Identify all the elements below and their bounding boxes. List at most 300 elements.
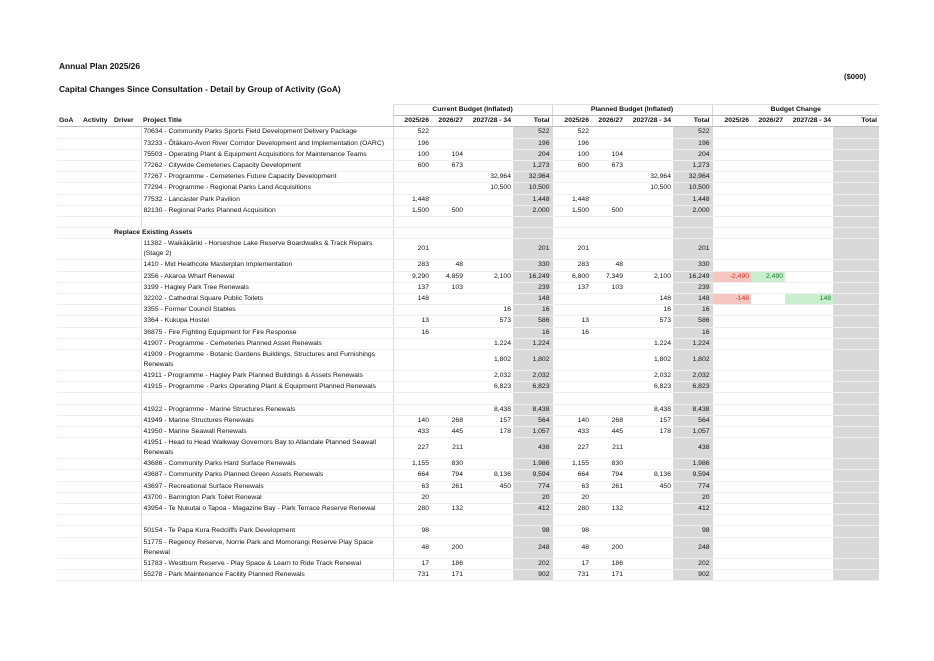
- planned-2027-34-cell: [625, 558, 673, 569]
- planned-2027-34-cell: [625, 504, 673, 515]
- planned-2025-26-cell: [552, 217, 591, 228]
- current-total-cell: 98: [513, 526, 552, 537]
- current-2026-27-cell: [431, 393, 465, 404]
- planned-total-cell: 148: [673, 294, 712, 305]
- current-2026-27-cell: 132: [431, 504, 465, 515]
- table-row: [57, 415, 879, 426]
- change-2025-26-cell: [712, 558, 751, 569]
- planned-2027-34-cell: [625, 260, 673, 271]
- planned-2027-34-cell: 8,438: [625, 404, 673, 415]
- current-2026-27-cell: [431, 515, 465, 526]
- change-2026-27-cell: [751, 260, 785, 271]
- current-total-cell: 16: [513, 327, 552, 338]
- planned-total-cell: [673, 393, 712, 404]
- change-2026-27-cell: [751, 382, 785, 393]
- table-row: [57, 470, 879, 481]
- planned-2025-26-cell: 283: [552, 260, 591, 271]
- table-body: [57, 127, 879, 581]
- current-2025-26-cell: [393, 172, 431, 183]
- project-title: 50154 - Te Papa Kura Redcliffs Park Development: [141, 526, 393, 537]
- planned-2026-27-cell: 211: [591, 438, 625, 459]
- planned-2025-26-cell: 6,800: [552, 271, 591, 282]
- change-2026-27-cell: [751, 371, 785, 382]
- planned-2027-34-cell: 2,032: [625, 371, 673, 382]
- current-total-cell: 412: [513, 504, 552, 515]
- current-2027-34-cell: [465, 569, 513, 580]
- current-2025-26-cell: [393, 393, 431, 404]
- change-2026-27-cell: [751, 228, 785, 239]
- project-title: 43700 - Barrington Park Toilet Renewal: [141, 492, 393, 503]
- planned-2026-27-cell: 794: [591, 470, 625, 481]
- current-2025-26-cell: [393, 228, 431, 239]
- planned-2025-26-cell: 731: [552, 569, 591, 580]
- planned-2025-26-cell: 433: [552, 427, 591, 438]
- change-total-cell: [833, 438, 879, 459]
- change-2026-27-cell: [751, 404, 785, 415]
- planned-total-cell: 1,986: [673, 459, 712, 470]
- planned-2027-34-cell: [625, 393, 673, 404]
- change-total-cell: [833, 149, 879, 160]
- current-2027-34-cell: [465, 138, 513, 149]
- project-title: 75503 - Operating Plant & Equipment Acquisitions for Maintenance Teams: [141, 149, 393, 160]
- change-2026-27-cell: [751, 294, 785, 305]
- planned-2025-26-cell: [552, 172, 591, 183]
- change-2026-27-cell: [751, 427, 785, 438]
- planned-total-cell: 16: [673, 327, 712, 338]
- planned-total-cell: 16: [673, 305, 712, 316]
- current-2027-34-cell: [465, 282, 513, 293]
- change-2027-34-cell: [785, 438, 833, 459]
- table-row: [57, 327, 879, 338]
- planned-2026-27-cell: [591, 294, 625, 305]
- change-2027-34-cell: [785, 260, 833, 271]
- planned-2027-34-cell: [625, 161, 673, 172]
- current-2025-26-cell: 196: [393, 138, 431, 149]
- current-total-cell: 202: [513, 558, 552, 569]
- planned-2025-26-cell: 16: [552, 327, 591, 338]
- change-total-cell: [833, 350, 879, 371]
- change-2025-26-cell: [712, 382, 751, 393]
- current-total-cell: 148: [513, 294, 552, 305]
- planned-2026-27-cell: [591, 217, 625, 228]
- change-2026-27-cell: [751, 172, 785, 183]
- current-2025-26-cell: 280: [393, 504, 431, 515]
- change-2026-27-cell: [751, 305, 785, 316]
- project-title: 2356 - Akaroa Wharf Renewal: [141, 271, 393, 282]
- current-total-cell: 8,438: [513, 404, 552, 415]
- table-row: [57, 305, 879, 316]
- current-total-cell: 2,000: [513, 205, 552, 216]
- current-2027-34-cell: 1,802: [465, 350, 513, 371]
- planned-total-cell: 248: [673, 537, 712, 558]
- planned-2027-34-cell: [625, 228, 673, 239]
- change-2025-26-cell: [712, 217, 751, 228]
- planned-total-cell: 1,057: [673, 427, 712, 438]
- change-total-cell: [833, 427, 879, 438]
- change-2025-26-cell: [712, 415, 751, 426]
- planned-2025-26-cell: 201: [552, 239, 591, 260]
- current-2025-26-cell: 664: [393, 470, 431, 481]
- planned-2027-34-cell: [625, 537, 673, 558]
- planned-2026-27-cell: [591, 515, 625, 526]
- change-2026-27-cell: [751, 183, 785, 194]
- change-2026-27-cell: [751, 282, 785, 293]
- planned-2025-26-cell: [552, 228, 591, 239]
- change-2026-27-cell: 2,490: [751, 271, 785, 282]
- planned-total-cell: 564: [673, 415, 712, 426]
- table-row: [57, 504, 879, 515]
- change-2026-27-cell: [751, 327, 785, 338]
- planned-2026-27-cell: [591, 305, 625, 316]
- project-title: 36875 - Fire Fighting Equipment for Fire Response: [141, 327, 393, 338]
- group-header-row: [57, 105, 879, 116]
- change-2027-34-cell: [785, 239, 833, 260]
- planned-2027-34-cell: [625, 569, 673, 580]
- planned-2026-27-cell: [591, 327, 625, 338]
- planned-total-cell: 201: [673, 239, 712, 260]
- planned-total-cell: 32,964: [673, 172, 712, 183]
- change-2026-27-cell: [751, 470, 785, 481]
- page-subtitle: Capital Changes Since Consultation - Detail by Group of Activity (GoA): [59, 84, 341, 94]
- planned-2025-26-cell: 664: [552, 470, 591, 481]
- change-2026-27-cell: [751, 504, 785, 515]
- section-header-row: [57, 228, 879, 239]
- change-2025-26-cell: [712, 569, 751, 580]
- planned-total-cell: 10,500: [673, 183, 712, 194]
- current-2027-34-cell: [465, 526, 513, 537]
- planned-2025-26-cell: 98: [552, 526, 591, 537]
- change-2027-34-cell: [785, 470, 833, 481]
- change-total-cell: [833, 217, 879, 228]
- column-header-row: [57, 116, 879, 127]
- current-total-cell: 239: [513, 282, 552, 293]
- current-2026-27-cell: [431, 305, 465, 316]
- current-total-cell: [513, 217, 552, 228]
- change-2027-34-cell: [785, 149, 833, 160]
- current-2025-26-cell: 731: [393, 569, 431, 580]
- project-title: 3355 - Former Council Stables: [141, 305, 393, 316]
- change-2025-26-cell: [712, 459, 751, 470]
- current-2026-27-cell: 104: [431, 149, 465, 160]
- current-2026-27-cell: 200: [431, 537, 465, 558]
- planned-2025-26-cell: [552, 305, 591, 316]
- planned-2025-26-cell: 196: [552, 138, 591, 149]
- current-total-cell: 438: [513, 438, 552, 459]
- planned-total-cell: 204: [673, 149, 712, 160]
- col-change-2025-26: 2025/26: [712, 116, 751, 127]
- change-total-cell: [833, 172, 879, 183]
- change-2026-27-cell: [751, 515, 785, 526]
- current-total-cell: 201: [513, 239, 552, 260]
- table-row: [57, 260, 879, 271]
- planned-2026-27-cell: 171: [591, 569, 625, 580]
- current-total-cell: 2,032: [513, 371, 552, 382]
- change-2025-26-cell: [712, 504, 751, 515]
- planned-2027-34-cell: [625, 526, 673, 537]
- change-total-cell: [833, 338, 879, 349]
- change-total-cell: [833, 393, 879, 404]
- table-row: [57, 138, 879, 149]
- planned-total-cell: 9,594: [673, 470, 712, 481]
- project-title: 1410 - Mid Heathcote Masterplan Implementation: [141, 260, 393, 271]
- change-total-cell: [833, 294, 879, 305]
- change-total-cell: [833, 205, 879, 216]
- project-title: 70634 - Community Parks Sports Field Development Delivery Package: [141, 127, 393, 138]
- current-2027-34-cell: 157: [465, 415, 513, 426]
- current-2026-27-cell: 186: [431, 558, 465, 569]
- planned-2026-27-cell: 200: [591, 537, 625, 558]
- current-total-cell: [513, 515, 552, 526]
- current-total-cell: 774: [513, 481, 552, 492]
- current-2025-26-cell: [393, 515, 431, 526]
- current-2025-26-cell: [393, 404, 431, 415]
- table-row: [57, 350, 879, 371]
- current-2026-27-cell: 171: [431, 569, 465, 580]
- planned-2026-27-cell: 830: [591, 459, 625, 470]
- change-2025-26-cell: [712, 138, 751, 149]
- planned-2027-34-cell: 1,802: [625, 350, 673, 371]
- change-2026-27-cell: [751, 217, 785, 228]
- table-row: [57, 526, 879, 537]
- change-total-cell: [833, 305, 879, 316]
- table-row: [57, 481, 879, 492]
- planned-2027-34-cell: [625, 205, 673, 216]
- change-total-cell: [833, 239, 879, 260]
- change-total-cell: [833, 404, 879, 415]
- change-total-cell: [833, 327, 879, 338]
- current-2026-27-cell: [431, 338, 465, 349]
- planned-2026-27-cell: [591, 382, 625, 393]
- project-title: [141, 515, 393, 526]
- planned-2026-27-cell: [591, 172, 625, 183]
- planned-total-cell: 202: [673, 558, 712, 569]
- current-2025-26-cell: 48: [393, 537, 431, 558]
- table-row: [57, 149, 879, 160]
- change-2025-26-cell: [712, 393, 751, 404]
- planned-2025-26-cell: 137: [552, 282, 591, 293]
- change-2025-26-cell: [712, 305, 751, 316]
- current-total-cell: 248: [513, 537, 552, 558]
- change-2025-26-cell: [712, 239, 751, 260]
- project-title: 3199 - Hagley Park Tree Renewals: [141, 282, 393, 293]
- planned-total-cell: 98: [673, 526, 712, 537]
- planned-2025-26-cell: 1,500: [552, 205, 591, 216]
- planned-2025-26-cell: 227: [552, 438, 591, 459]
- current-2026-27-cell: 211: [431, 438, 465, 459]
- current-2027-34-cell: [465, 294, 513, 305]
- planned-total-cell: 438: [673, 438, 712, 459]
- change-2025-26-cell: [712, 194, 751, 205]
- planned-2025-26-cell: 100: [552, 149, 591, 160]
- current-2027-34-cell: [465, 228, 513, 239]
- change-2026-27-cell: [751, 526, 785, 537]
- change-2027-34-cell: [785, 427, 833, 438]
- project-title: 55278 - Park Maintenance Facility Planned Renewals: [141, 569, 393, 580]
- planned-2025-26-cell: 20: [552, 492, 591, 503]
- change-2025-26-cell: [712, 481, 751, 492]
- group-planned-budget: Planned Budget (Inflated): [552, 105, 712, 116]
- table-row: [57, 217, 879, 228]
- change-2025-26-cell: [712, 172, 751, 183]
- current-2027-34-cell: [465, 515, 513, 526]
- current-2027-34-cell: [465, 558, 513, 569]
- current-2026-27-cell: [431, 492, 465, 503]
- planned-2025-26-cell: 600: [552, 161, 591, 172]
- change-2027-34-cell: 148: [785, 294, 833, 305]
- change-2027-34-cell: [785, 526, 833, 537]
- current-2027-34-cell: [465, 327, 513, 338]
- planned-2026-27-cell: 186: [591, 558, 625, 569]
- driver-label: Replace Existing Assets: [112, 228, 393, 239]
- current-2026-27-cell: [431, 382, 465, 393]
- change-total-cell: [833, 492, 879, 503]
- project-title: 43954 - Te Nukutai o Tapoa - Magazine Bay - Park Terrace Reserve Renewal: [141, 504, 393, 515]
- change-2026-27-cell: [751, 316, 785, 327]
- current-2027-34-cell: 8,136: [465, 470, 513, 481]
- planned-total-cell: [673, 228, 712, 239]
- change-2027-34-cell: [785, 194, 833, 205]
- current-2025-26-cell: 137: [393, 282, 431, 293]
- col-change-2026-27: 2026/27: [751, 116, 785, 127]
- change-2027-34-cell: [785, 127, 833, 138]
- change-2026-27-cell: [751, 149, 785, 160]
- planned-total-cell: [673, 217, 712, 228]
- change-2025-26-cell: [712, 161, 751, 172]
- change-2025-26-cell: [712, 149, 751, 160]
- col-driver: Driver: [112, 116, 141, 127]
- table-row: [57, 205, 879, 216]
- change-2027-34-cell: [785, 161, 833, 172]
- table-row: [57, 459, 879, 470]
- current-2026-27-cell: 268: [431, 415, 465, 426]
- col-goa: GoA: [57, 116, 81, 127]
- col-planned-2025-26: 2025/26: [552, 116, 591, 127]
- table-row: [57, 515, 879, 526]
- current-total-cell: 1,986: [513, 459, 552, 470]
- project-title: 41915 - Programme - Parks Operating Plant & Equipment Planned Renewals: [141, 382, 393, 393]
- change-total-cell: [833, 515, 879, 526]
- project-title: 41909 - Programme - Botanic Gardens Buildings, Structures and Furnishings Renewals: [141, 350, 393, 371]
- project-title: 11382 - Waikākāriki - Horseshoe Lake Reserve Boardwalks & Track Repairs (Stage 2): [141, 239, 393, 260]
- current-2025-26-cell: 140: [393, 415, 431, 426]
- planned-total-cell: 774: [673, 481, 712, 492]
- planned-total-cell: 8,438: [673, 404, 712, 415]
- current-2025-26-cell: 148: [393, 294, 431, 305]
- planned-2027-34-cell: [625, 438, 673, 459]
- planned-2026-27-cell: [591, 127, 625, 138]
- current-2026-27-cell: 4,859: [431, 271, 465, 282]
- change-2026-27-cell: [751, 438, 785, 459]
- change-total-cell: [833, 282, 879, 293]
- current-2027-34-cell: 10,500: [465, 183, 513, 194]
- current-total-cell: 330: [513, 260, 552, 271]
- table-row: [57, 438, 879, 459]
- current-2027-34-cell: 32,964: [465, 172, 513, 183]
- current-2026-27-cell: [431, 294, 465, 305]
- project-title: 43686 - Community Parks Hard Surface Renewals: [141, 459, 393, 470]
- current-2027-34-cell: 8,438: [465, 404, 513, 415]
- capital-changes-table-container: [57, 104, 879, 581]
- planned-2027-34-cell: 10,500: [625, 183, 673, 194]
- change-total-cell: [833, 558, 879, 569]
- change-2027-34-cell: [785, 481, 833, 492]
- current-2026-27-cell: [431, 127, 465, 138]
- planned-2026-27-cell: [591, 492, 625, 503]
- planned-2026-27-cell: [591, 228, 625, 239]
- planned-total-cell: [673, 515, 712, 526]
- current-total-cell: 522: [513, 127, 552, 138]
- planned-2026-27-cell: [591, 138, 625, 149]
- change-total-cell: [833, 316, 879, 327]
- col-change-total: Total: [833, 116, 879, 127]
- current-2026-27-cell: [431, 327, 465, 338]
- current-2026-27-cell: 500: [431, 205, 465, 216]
- current-total-cell: 204: [513, 149, 552, 160]
- planned-2027-34-cell: [625, 239, 673, 260]
- planned-2027-34-cell: 178: [625, 427, 673, 438]
- current-2026-27-cell: 103: [431, 282, 465, 293]
- current-2027-34-cell: 573: [465, 316, 513, 327]
- project-title: 77262 - Citywide Cemeteries Capacity Development: [141, 161, 393, 172]
- change-total-cell: [833, 470, 879, 481]
- table-row: [57, 294, 879, 305]
- change-2027-34-cell: [785, 415, 833, 426]
- change-total-cell: [833, 183, 879, 194]
- change-2027-34-cell: [785, 459, 833, 470]
- planned-total-cell: 20: [673, 492, 712, 503]
- current-2026-27-cell: 830: [431, 459, 465, 470]
- current-2025-26-cell: 522: [393, 127, 431, 138]
- planned-2026-27-cell: [591, 183, 625, 194]
- planned-2026-27-cell: [591, 338, 625, 349]
- current-2026-27-cell: [431, 526, 465, 537]
- change-2025-26-cell: [712, 515, 751, 526]
- current-total-cell: 16: [513, 305, 552, 316]
- change-2027-34-cell: [785, 183, 833, 194]
- current-total-cell: 586: [513, 316, 552, 327]
- change-2025-26-cell: [712, 350, 751, 371]
- change-2027-34-cell: [785, 350, 833, 371]
- change-2027-34-cell: [785, 271, 833, 282]
- table-row: [57, 127, 879, 138]
- project-title: [141, 217, 393, 228]
- planned-2027-34-cell: [625, 217, 673, 228]
- change-2027-34-cell: [785, 228, 833, 239]
- table-row: [57, 183, 879, 194]
- project-title: 3364 - Kukupa Hostel: [141, 316, 393, 327]
- planned-2025-26-cell: 280: [552, 504, 591, 515]
- planned-total-cell: 2,032: [673, 371, 712, 382]
- change-2025-26-cell: [712, 316, 751, 327]
- change-2027-34-cell: [785, 558, 833, 569]
- current-2026-27-cell: [431, 239, 465, 260]
- change-2025-26-cell: [712, 183, 751, 194]
- change-2025-26-cell: [712, 127, 751, 138]
- change-2025-26-cell: [712, 338, 751, 349]
- col-project-title: Project Title: [141, 116, 393, 127]
- current-2026-27-cell: [431, 350, 465, 371]
- planned-2027-34-cell: [625, 492, 673, 503]
- change-2027-34-cell: [785, 515, 833, 526]
- current-total-cell: 1,273: [513, 161, 552, 172]
- current-2026-27-cell: [431, 172, 465, 183]
- current-2026-27-cell: 48: [431, 260, 465, 271]
- planned-2026-27-cell: 673: [591, 161, 625, 172]
- planned-2027-34-cell: [625, 459, 673, 470]
- change-total-cell: [833, 127, 879, 138]
- change-total-cell: [833, 504, 879, 515]
- current-2027-34-cell: [465, 537, 513, 558]
